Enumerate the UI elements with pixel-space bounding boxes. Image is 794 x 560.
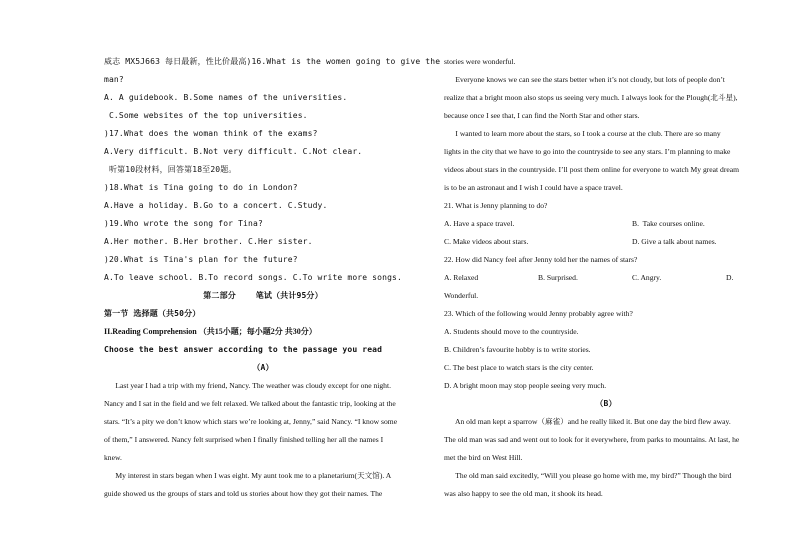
listening-q20: )20.What is Tina's plan for the future? <box>104 255 298 264</box>
q21-option-c: C. Make videos about stars. <box>444 237 529 246</box>
question-23: 23. Which of the following would Jenny probably agree with? <box>444 309 633 318</box>
passage-a-line-4: of them,” I answered. Nancy felt surprised when I finally finished telling her all the names I <box>104 435 384 444</box>
q23-option-c: C. The best place to watch stars is the city center. <box>444 363 594 372</box>
q22-option-b: B. Surprised. <box>538 273 578 282</box>
section-one-heading: 第一节 选择题（共50分） <box>104 309 201 318</box>
q22-option-d: D. <box>726 273 734 282</box>
q21-option-d: D. Give a talk about names. <box>632 237 717 246</box>
passage-a-continued-6: lights in the city that we have to go into the countryside to see any stars. I’m planning to make <box>444 147 731 156</box>
q22-option-c: C. Angry. <box>632 273 662 282</box>
q16-options-ab: A. A guidebook. B.Some names of the universities. <box>104 93 348 102</box>
listening-q16-line: 威志 MX5J663 每日最新，性比价最高)16.What is the women going to give the <box>104 57 441 66</box>
passage-a-line-1: Last year I had a trip with my friend, Nancy. The weather was cloudy except for one night. <box>104 381 391 390</box>
q21-option-a: A. Have a space travel. <box>444 219 515 228</box>
question-22: 22. How did Nancy feel after Jenny told her the names of stars? <box>444 255 638 264</box>
section-10-instruction: 听第10段材料，回答第18至20题。 <box>104 165 237 174</box>
q17-options: A.Very difficult. B.Not very difficult. C.Not clear. <box>104 147 363 156</box>
passage-a-line-2: Nancy and I sat in the field and we felt relaxed. We talked about the fantastic trip, looking at the <box>104 399 396 408</box>
passage-a-label: （A） <box>252 363 274 372</box>
q23-option-a: A. Students should move to the countryside. <box>444 327 579 336</box>
q20-options: A.To leave school. B.To record songs. C.To write more songs. <box>104 273 402 282</box>
passage-b-line-2: The old man was sad and went out to look for it everywhere, from parks to mountains. At last, he <box>444 435 740 444</box>
reading-instruction: Choose the best answer according to the passage you read <box>104 345 383 354</box>
part-two-title: 第二部分 笔试（共计95分） <box>203 291 323 300</box>
reading-comprehension-heading: II.Reading Comprehension （共15小题；每小题2分 共30分） <box>104 327 317 336</box>
q22-option-d-text: Wonderful. <box>444 291 479 300</box>
q19-options: A.Her mother. B.Her brother. C.Her sister. <box>104 237 313 246</box>
q16-option-c: C.Some websites of the top universities. <box>104 111 308 120</box>
passage-b-line-3: met the bird on West Hill. <box>444 453 523 462</box>
passage-a-continued-4: because once I see that, I can find the North Star and other stars. <box>444 111 640 120</box>
listening-q16-continued: man? <box>104 75 124 84</box>
listening-q17: )17.What does the woman think of the exams? <box>104 129 318 138</box>
passage-b-label: （B） <box>595 399 617 408</box>
passage-b-line-4: The old man said excitedly, “Will you please go home with me, my bird?” Though the bird <box>444 471 732 480</box>
passage-a-continued-8: is to be an astronaut and I wish I could have a space travel. <box>444 183 623 192</box>
question-21: 21. What is Jenny planning to do? <box>444 201 548 210</box>
q22-option-a: A. Relaxed <box>444 273 479 282</box>
passage-b-line-5: was also happy to see the old man, it shook its head. <box>444 489 603 498</box>
passage-a-continued-3: realize that a bright moon also stops us seeing very much. I always look for the Plough(北斗星), <box>444 93 738 102</box>
passage-a-continued-2: Everyone knows we can see the stars better when it’s not cloudy, but lots of people don’t <box>444 75 725 84</box>
passage-a-line-7: guide showed us the groups of stars and told us stories about how they got their names. The <box>104 489 383 498</box>
passage-a-continued-7: videos about stars in the countryside. I’ll post them online for everyone to watch My great dream <box>444 165 740 174</box>
passage-a-line-6: My interest in stars began when I was eight. My aunt took me to a planetarium(天文馆). A <box>104 471 392 480</box>
passage-a-line-3: stars. “It’s a pity we don’t know which stars we’re looking at, Jenny,” said Nancy. “I know some <box>104 417 398 426</box>
q23-option-b: B. Children’s favourite hobby is to write stories. <box>444 345 591 354</box>
passage-a-line-5: knew. <box>104 453 122 462</box>
listening-q18: )18.What is Tina going to do in London? <box>104 183 298 192</box>
q21-option-b: B. Take courses online. <box>632 219 705 228</box>
passage-b-line-1: An old man kept a sparrow（麻雀）and he really liked it. But one day the bird flew away. <box>444 417 731 426</box>
q23-option-d: D. A bright moon may stop people seeing very much. <box>444 381 607 390</box>
listening-q19: )19.Who wrote the song for Tina? <box>104 219 263 228</box>
q18-options: A.Have a holiday. B.Go to a concert. C.Study. <box>104 201 328 210</box>
passage-a-continued-1: stories were wonderful. <box>444 57 516 66</box>
passage-a-continued-5: I wanted to learn more about the stars, so I took a course at the club. There are so many <box>444 129 721 138</box>
